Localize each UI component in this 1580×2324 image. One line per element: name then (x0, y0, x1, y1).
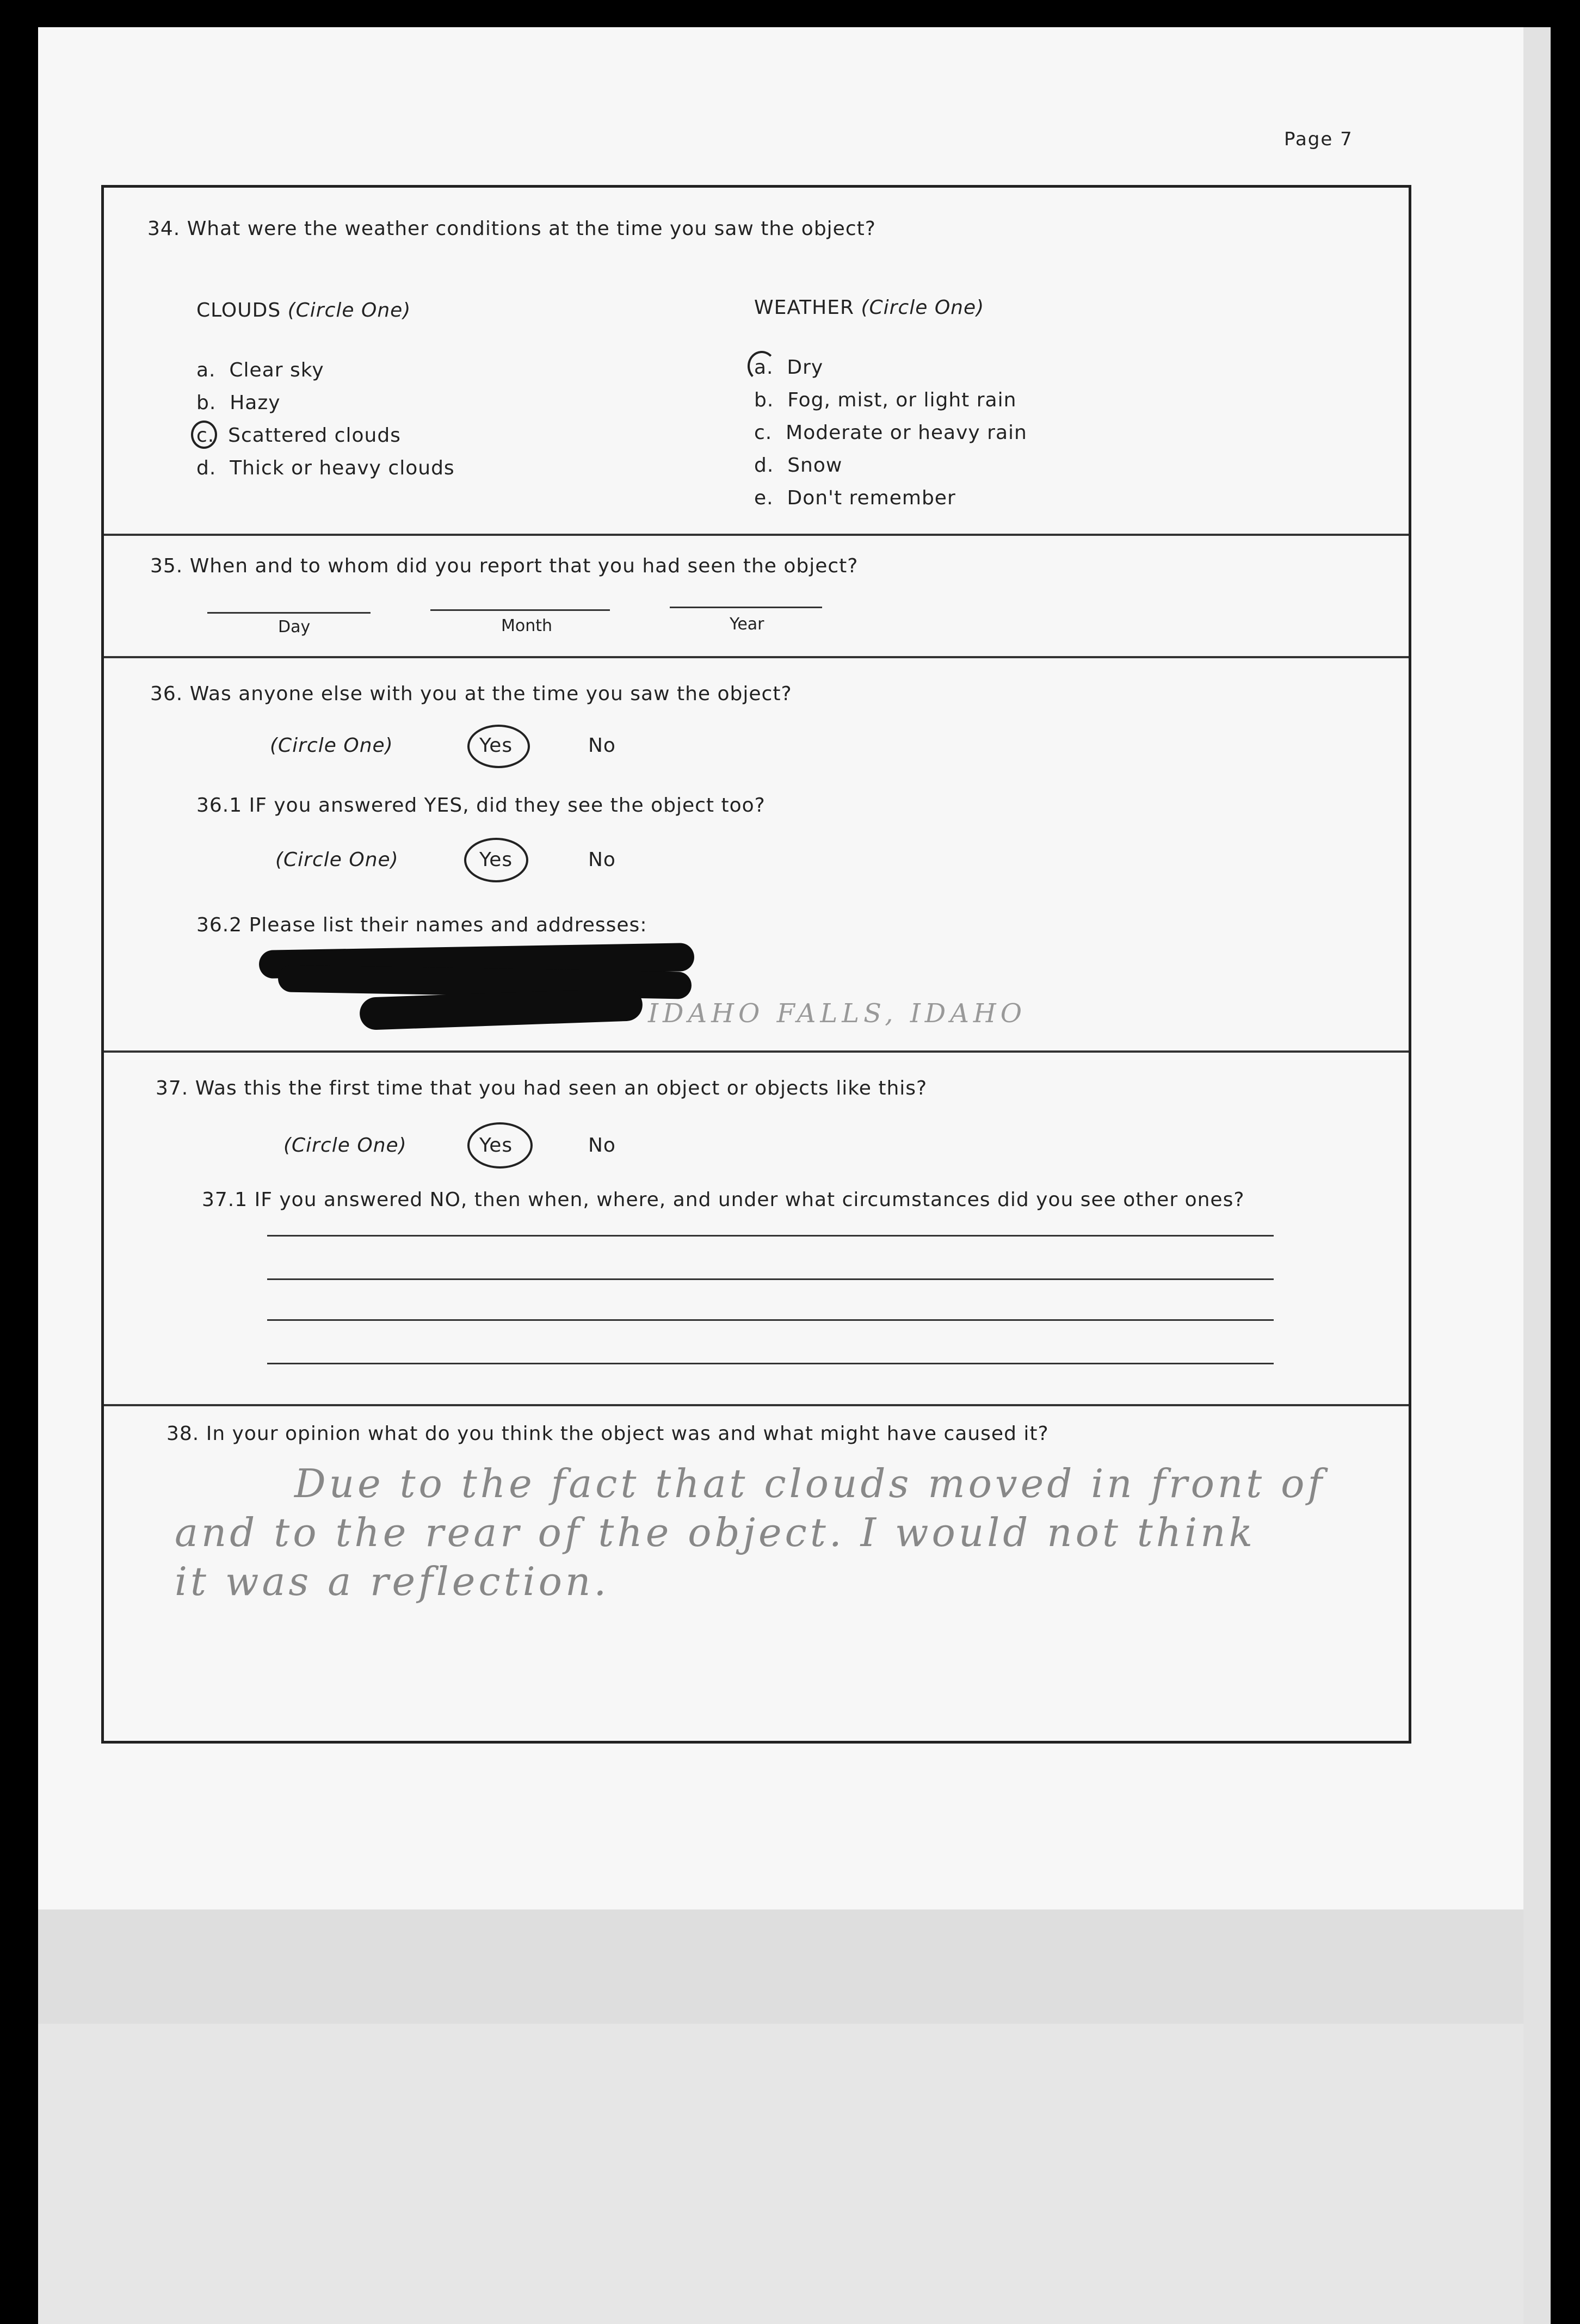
month-field[interactable] (430, 609, 610, 611)
paper-edge (1523, 27, 1551, 2324)
section-q34 (104, 188, 1409, 536)
weather-heading (754, 296, 984, 319)
handwritten-address: IDAHO FALLS, IDAHO (648, 998, 1027, 1029)
clouds-option-d[interactable]: d. Thick or heavy clouds (196, 457, 455, 479)
answer-line[interactable] (267, 1363, 1274, 1364)
q36-1-instruction: (Circle One) (275, 849, 399, 871)
q36-selection-circle (467, 725, 530, 768)
year-label: Year (730, 615, 764, 634)
weather-instruction: (Circle One) (861, 296, 985, 319)
answer-line[interactable] (267, 1319, 1274, 1321)
q36-1-yes-option[interactable]: Yes (479, 849, 513, 871)
year-field[interactable] (670, 607, 822, 608)
q36-1-no-option[interactable]: No (588, 849, 616, 871)
q37-instruction: (Circle One) (283, 1134, 407, 1157)
day-label: Day (278, 617, 311, 636)
q36-question: 36. Was anyone else with you at the time you saw the object? (150, 683, 792, 705)
weather-option-d[interactable]: d. Snow (754, 454, 843, 477)
answer-line[interactable] (267, 1235, 1274, 1237)
section-q35 (104, 536, 1409, 658)
q36-1-selection-circle (464, 838, 528, 882)
month-label: Month (501, 616, 553, 635)
clouds-selection-circle (191, 421, 217, 449)
weather-option-c[interactable]: c. Moderate or heavy rain (754, 422, 1027, 444)
handwritten-answer-line: and to the rear of the object. I would not think (175, 1510, 1256, 1555)
q36-yes-option[interactable]: Yes (479, 734, 513, 757)
weather-option-e[interactable]: e. Don't remember (754, 487, 956, 509)
q36-1-question: 36.1 IF you answered YES, did they see the object too? (196, 794, 766, 817)
sheet-shadow (38, 1909, 1523, 2024)
day-field[interactable] (207, 612, 371, 614)
q37-no-option[interactable]: No (588, 1134, 616, 1157)
clouds-title: CLOUDS (196, 299, 281, 322)
q37-1-question: 37.1 IF you answered NO, then when, where, and under what circumstances did you see other ones? (202, 1189, 1245, 1211)
clouds-instruction: (Circle One) (287, 299, 411, 322)
q37-question: 37. Was this the first time that you had seen an object or objects like this? (156, 1077, 928, 1099)
redaction-bar (359, 988, 643, 1030)
clouds-option-a[interactable]: a. Clear sky (196, 359, 324, 381)
q36-no-option[interactable]: No (588, 734, 616, 757)
answer-line[interactable] (267, 1278, 1274, 1280)
q36-2-question: 36.2 Please list their names and addresses: (196, 914, 647, 936)
section-q36 (104, 658, 1409, 1053)
section-q37 (104, 1053, 1409, 1406)
clouds-heading (196, 299, 411, 322)
weather-title: WEATHER (754, 296, 854, 319)
clouds-option-c[interactable]: c. Scattered clouds (196, 424, 401, 447)
weather-selection-circle (748, 351, 776, 381)
clouds-option-b[interactable]: b. Hazy (196, 392, 281, 414)
q37-selection-circle (467, 1122, 533, 1169)
handwritten-answer-line: Due to the fact that clouds moved in front of (294, 1461, 1326, 1506)
q34-question: 34. What were the weather conditions at the time you saw the object? (147, 218, 876, 240)
q36-instruction: (Circle One) (270, 734, 393, 757)
q38-question: 38. In your opinion what do you think the object was and what might have caused it? (166, 1423, 1049, 1445)
page-number: Page 7 (1284, 128, 1353, 150)
section-q38 (104, 1406, 1409, 1746)
weather-option-a[interactable]: a. Dry (754, 356, 824, 379)
questionnaire-form (101, 185, 1411, 1744)
q35-question: 35. When and to whom did you report that you had seen the object? (150, 555, 859, 577)
handwritten-answer-line: it was a reflection. (175, 1559, 610, 1604)
weather-option-b[interactable]: b. Fog, mist, or light rain (754, 389, 1017, 411)
q37-yes-option[interactable]: Yes (479, 1134, 513, 1157)
